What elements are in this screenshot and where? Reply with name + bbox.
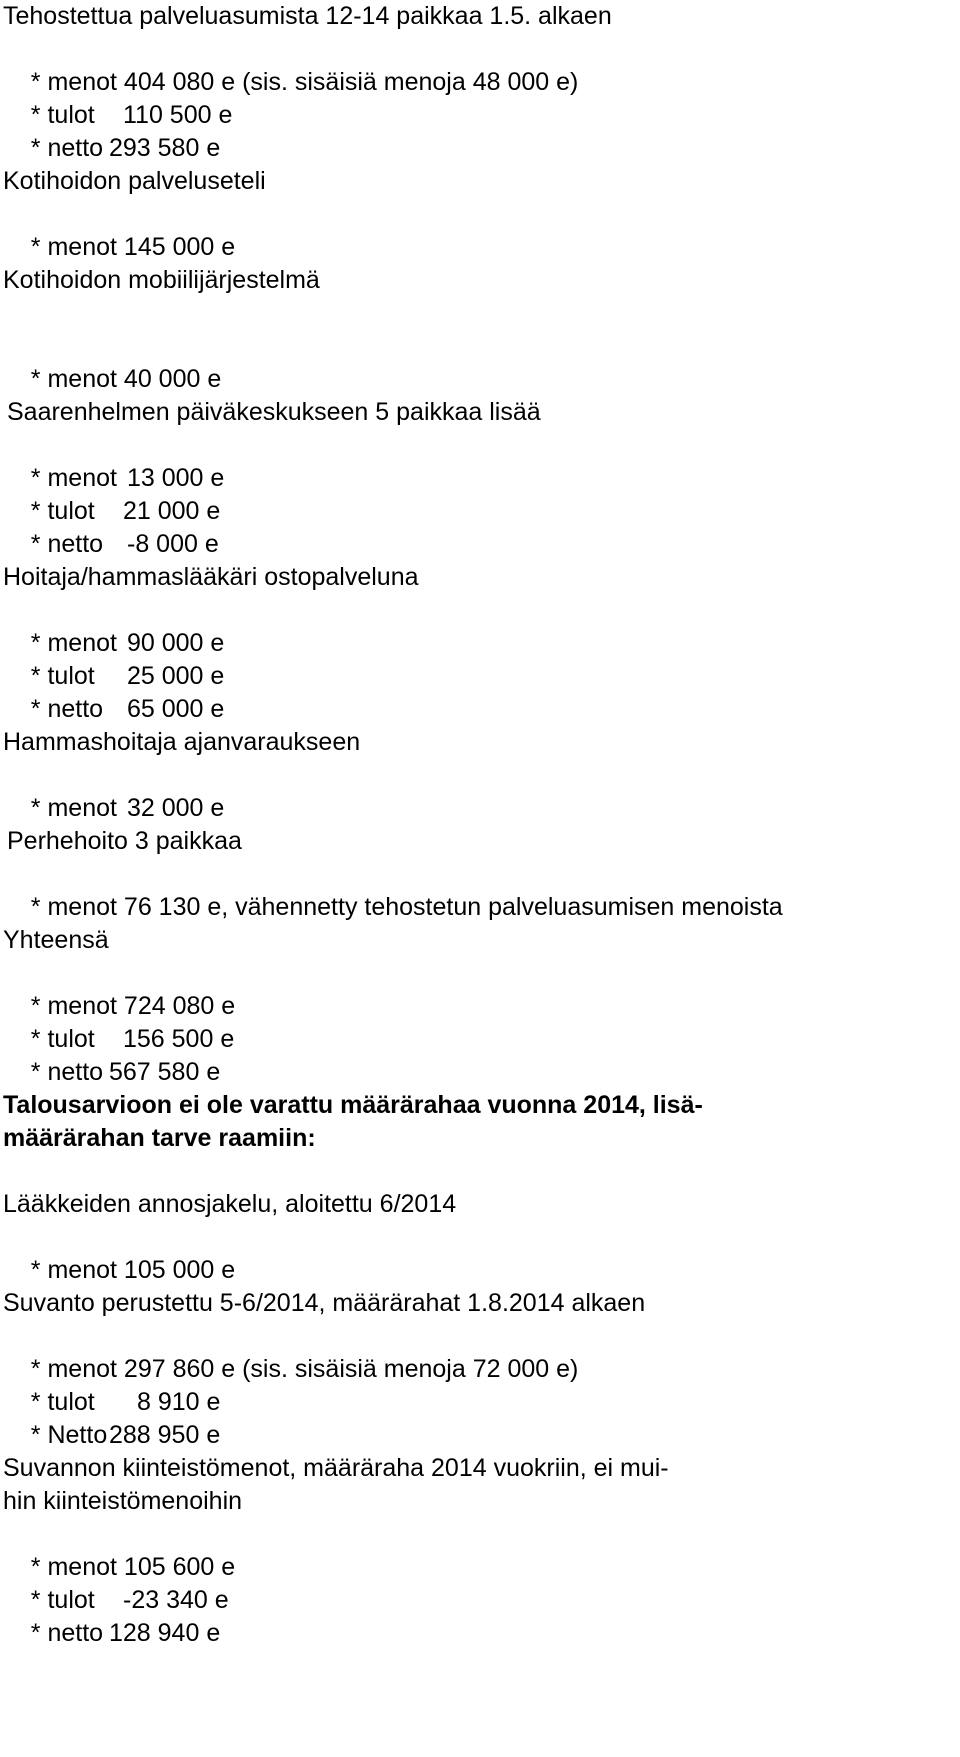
line-value: 110 500 e — [123, 101, 233, 129]
line-value: 105 600 e — [123, 1553, 236, 1581]
line-label: * Netto — [30, 1421, 108, 1449]
line-palveluseteli-menot — [3, 198, 958, 261]
line-value: 724 080 e — [123, 992, 236, 1020]
spacer — [3, 1155, 958, 1188]
section-title-perhehoito: Perhehoito 3 paikkaa — [7, 827, 242, 855]
section-title-suvanto: Suvanto perustettu 5-6/2014, määrärahat 1.8.2014 alkaen — [3, 1289, 646, 1317]
line-value: 8 910 e — [137, 1388, 221, 1416]
line-label: * menot — [30, 629, 117, 657]
line-kiinteisto-menot — [3, 1518, 958, 1581]
section-title-saarenhelmi: Saarenhelmen päiväkeskukseen 5 paikkaa lisää — [7, 398, 541, 426]
line-hoitaja-tulot — [3, 627, 958, 690]
line-label: * tulot — [30, 1586, 95, 1614]
line-value: 105 000 e — [123, 1256, 236, 1284]
line-value: 404 080 e (sis. sisäisiä menoja 48 000 e) — [123, 68, 579, 96]
line-saarenhelmi-netto — [3, 495, 958, 558]
line-kiinteisto-netto — [3, 1584, 958, 1647]
spacer — [3, 297, 958, 330]
line-value: 32 000 e — [127, 794, 225, 822]
line-label: * netto — [30, 530, 104, 558]
line-saarenhelmi-tulot — [3, 462, 958, 525]
line-value: 76 130 e, vähennetty tehostetun palveluasumisen menoista — [123, 893, 783, 921]
line-label: * tulot — [30, 1388, 95, 1416]
line-label: * menot — [30, 233, 117, 261]
line-value: 40 000 e — [123, 365, 222, 393]
line-yhteensa-netto — [3, 1023, 958, 1086]
section-title-laakkeiden: Lääkkeiden annosjakelu, aloitettu 6/2014 — [3, 1190, 457, 1218]
line-label: * tulot — [30, 662, 95, 690]
line-label: * menot — [30, 1256, 117, 1284]
line-value: 25 000 e — [127, 662, 225, 690]
section-title-kiinteisto-line-2: hin kiinteistömenoihin — [3, 1487, 243, 1515]
section-title-yhteensa: Yhteensä — [3, 926, 109, 954]
line-tehostettu-tulot — [3, 66, 958, 129]
section-title-tehostettu: Tehostettua palveluasumista 12-14 paikkaa 1.5. alkaen — [3, 2, 612, 30]
line-hoitaja-netto — [3, 660, 958, 723]
line-label: * tulot — [30, 497, 95, 525]
document-body — [3, 0, 958, 1647]
line-value: 90 000 e — [127, 629, 225, 657]
line-value: 288 950 e — [109, 1421, 221, 1449]
line-label: * menot — [30, 794, 117, 822]
line-value: -8 000 e — [127, 530, 219, 558]
line-value: 65 000 e — [127, 695, 225, 723]
line-tehostettu-menot — [3, 33, 958, 96]
line-yhteensa-tulot — [3, 990, 958, 1053]
line-value: 156 500 e — [123, 1025, 235, 1053]
line-value: 21 000 e — [123, 497, 221, 525]
section-title-hoitaja: Hoitaja/hammaslääkäri ostopalveluna — [3, 563, 419, 591]
section-title-kiinteisto-line-1: Suvannon kiinteistömenot, määräraha 2014 vuokriin, ei mui- — [3, 1454, 669, 1482]
line-label: * netto — [30, 695, 104, 723]
line-label: * menot — [30, 1355, 117, 1383]
line-label: * menot — [30, 992, 117, 1020]
line-suvanto-tulot — [3, 1353, 958, 1416]
line-value: 128 940 e — [109, 1619, 221, 1647]
line-label: * menot — [30, 464, 117, 492]
section-title-mobiili: Kotihoidon mobiilijärjestelmä — [3, 266, 320, 294]
line-value: 293 580 e — [109, 134, 221, 162]
line-value: 297 860 e (sis. sisäisiä menoja 72 000 e) — [123, 1355, 579, 1383]
line-mobiili-menot — [3, 330, 958, 393]
section-title-hammashoitaja: Hammashoitaja ajanvaraukseen — [3, 728, 361, 756]
line-suvanto-menot — [3, 1320, 958, 1383]
line-value: 567 580 e — [109, 1058, 221, 1086]
line-label: * menot — [30, 893, 117, 921]
line-perhehoito-menot — [3, 858, 958, 921]
line-label: * tulot — [30, 1025, 95, 1053]
line-value: 145 000 e — [123, 233, 236, 261]
line-kiinteisto-tulot — [3, 1551, 958, 1614]
line-value: 13 000 e — [127, 464, 225, 492]
line-laakkeiden-menot — [3, 1221, 958, 1284]
line-hoitaja-menot — [3, 594, 958, 657]
line-label: * tulot — [30, 101, 95, 129]
line-suvanto-netto — [3, 1386, 958, 1449]
line-saarenhelmi-menot — [3, 429, 958, 492]
line-label: * menot — [30, 1553, 117, 1581]
line-label: * netto — [30, 134, 104, 162]
line-label: * menot — [30, 68, 117, 96]
line-label: * netto — [30, 1058, 104, 1086]
line-value: -23 340 e — [123, 1586, 229, 1614]
section-title-palveluseteli: Kotihoidon palveluseteli — [3, 167, 266, 195]
line-tehostettu-netto — [3, 99, 958, 162]
talousarvio-heading-line-1: Talousarvioon ei ole varattu määrärahaa vuonna 2014, lisä- — [3, 1091, 703, 1119]
talousarvio-heading-line-2: määrärahan tarve raamiin: — [3, 1124, 316, 1152]
line-label: * netto — [30, 1619, 104, 1647]
line-label: * menot — [30, 365, 117, 393]
line-yhteensa-menot — [3, 957, 958, 1020]
line-hammashoitaja-menot — [3, 759, 958, 822]
